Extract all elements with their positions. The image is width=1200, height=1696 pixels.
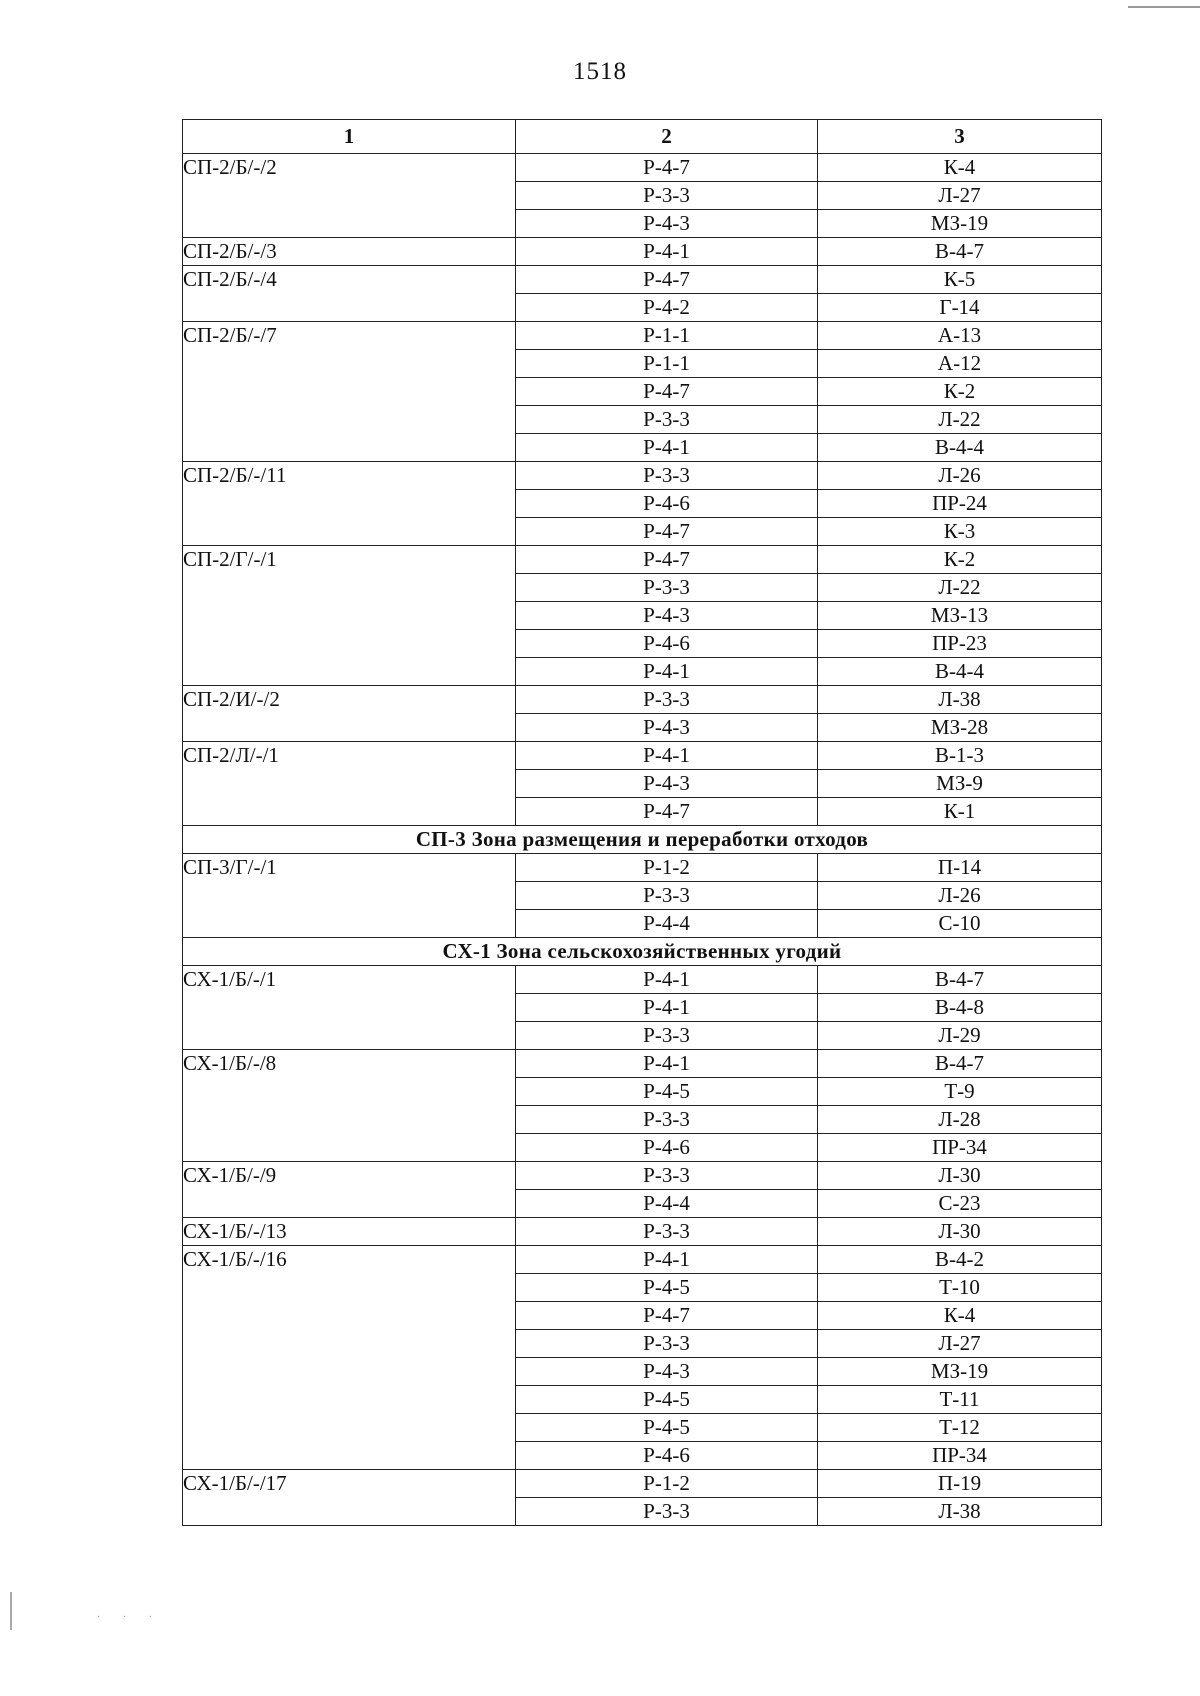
object-code-cell: Т-9	[818, 1078, 1102, 1106]
regulation-code-cell: Р-3-3	[516, 1498, 818, 1526]
zone-code-cell: СХ-1/Б/-/1	[183, 966, 516, 1050]
object-code-cell: МЗ-28	[818, 714, 1102, 742]
table-row	[183, 1162, 1102, 1190]
regulation-code-cell: Р-4-4	[516, 910, 818, 938]
object-code-cell: Т-12	[818, 1414, 1102, 1442]
object-code-cell: П-19	[818, 1470, 1102, 1498]
regulation-code-cell: Р-1-2	[516, 1470, 818, 1498]
column-header-2: 2	[516, 120, 818, 154]
regulation-code-cell: Р-3-3	[516, 1106, 818, 1134]
table-row	[183, 854, 1102, 882]
regulation-code-cell: Р-4-1	[516, 1050, 818, 1078]
object-code-cell: С-23	[818, 1190, 1102, 1218]
regulation-code-cell: Р-4-4	[516, 1190, 818, 1218]
object-code-cell: В-4-4	[818, 658, 1102, 686]
zone-code-cell: СП-2/Б/-/11	[183, 462, 516, 546]
scan-edge-mark	[10, 1592, 12, 1630]
object-code-cell: В-4-7	[818, 1050, 1102, 1078]
object-code-cell: Л-30	[818, 1218, 1102, 1246]
object-code-cell: К-5	[818, 266, 1102, 294]
regulation-code-cell: Р-3-3	[516, 1022, 818, 1050]
table-row	[183, 1246, 1102, 1274]
table-row	[183, 154, 1102, 182]
section-row	[183, 938, 1102, 966]
object-code-cell: С-10	[818, 910, 1102, 938]
object-code-cell: Л-38	[818, 686, 1102, 714]
regulation-code-cell: Р-4-1	[516, 1246, 818, 1274]
object-code-cell: Т-11	[818, 1386, 1102, 1414]
regulation-code-cell: Р-4-6	[516, 630, 818, 658]
object-code-cell: К-1	[818, 798, 1102, 826]
zone-code-cell: СП-2/И/-/2	[183, 686, 516, 742]
regulation-code-cell: Р-3-3	[516, 882, 818, 910]
object-code-cell: Л-26	[818, 462, 1102, 490]
object-code-cell: А-13	[818, 322, 1102, 350]
zone-code-cell: СП-2/Г/-/1	[183, 546, 516, 686]
object-code-cell: В-4-2	[818, 1246, 1102, 1274]
object-code-cell: К-2	[818, 546, 1102, 574]
zone-code-cell: СП-2/Л/-/1	[183, 742, 516, 826]
regulation-code-cell: Р-4-3	[516, 770, 818, 798]
object-code-cell: Л-27	[818, 182, 1102, 210]
regulation-code-cell: Р-3-3	[516, 1330, 818, 1358]
zone-code-cell: СХ-1/Б/-/16	[183, 1246, 516, 1470]
regulation-code-cell: Р-4-6	[516, 490, 818, 518]
table-row	[183, 238, 1102, 266]
table-row	[183, 546, 1102, 574]
regulation-code-cell: Р-4-7	[516, 546, 818, 574]
page-number: 1518	[573, 58, 627, 85]
regulation-code-cell: Р-3-3	[516, 1218, 818, 1246]
table-row	[183, 1050, 1102, 1078]
object-code-cell: В-4-4	[818, 434, 1102, 462]
regulation-code-cell: Р-4-3	[516, 714, 818, 742]
regulation-code-cell: Р-4-7	[516, 1302, 818, 1330]
regulation-code-cell: Р-4-5	[516, 1078, 818, 1106]
regulation-code-cell: Р-4-3	[516, 210, 818, 238]
scan-edge-rule	[1128, 6, 1200, 8]
regulation-code-cell: Р-4-1	[516, 658, 818, 686]
regulation-code-cell: Р-4-7	[516, 518, 818, 546]
regulation-code-cell: Р-1-1	[516, 322, 818, 350]
table-row	[183, 742, 1102, 770]
zone-code-cell: СХ-1/Б/-/17	[183, 1470, 516, 1526]
object-code-cell: ПР-34	[818, 1442, 1102, 1470]
zoning-table	[182, 119, 1102, 1526]
regulation-code-cell: Р-3-3	[516, 406, 818, 434]
object-code-cell: А-12	[818, 350, 1102, 378]
table-body	[183, 154, 1102, 1526]
object-code-cell: Л-29	[818, 1022, 1102, 1050]
object-code-cell: ПР-34	[818, 1134, 1102, 1162]
regulation-code-cell: Р-4-1	[516, 966, 818, 994]
object-code-cell: МЗ-13	[818, 602, 1102, 630]
object-code-cell: К-4	[818, 1302, 1102, 1330]
table-row	[183, 966, 1102, 994]
section-row	[183, 826, 1102, 854]
object-code-cell: В-1-3	[818, 742, 1102, 770]
section-title: СП-3 Зона размещения и переработки отходов	[183, 826, 1102, 854]
regulation-code-cell: Р-4-6	[516, 1442, 818, 1470]
regulation-code-cell: Р-4-7	[516, 798, 818, 826]
object-code-cell: МЗ-9	[818, 770, 1102, 798]
regulation-code-cell: Р-3-3	[516, 574, 818, 602]
object-code-cell: Г-14	[818, 294, 1102, 322]
column-header-3: 3	[818, 120, 1102, 154]
section-title: СХ-1 Зона сельскохозяйственных угодий	[183, 938, 1102, 966]
regulation-code-cell: Р-3-3	[516, 462, 818, 490]
table-header-row	[183, 120, 1102, 154]
regulation-code-cell: Р-4-1	[516, 434, 818, 462]
regulation-code-cell: Р-4-5	[516, 1274, 818, 1302]
regulation-code-cell: Р-4-1	[516, 994, 818, 1022]
zone-code-cell: СХ-1/Б/-/8	[183, 1050, 516, 1162]
object-code-cell: Л-28	[818, 1106, 1102, 1134]
regulation-code-cell: Р-3-3	[516, 686, 818, 714]
object-code-cell: В-4-8	[818, 994, 1102, 1022]
object-code-cell: МЗ-19	[818, 1358, 1102, 1386]
object-code-cell: Т-10	[818, 1274, 1102, 1302]
regulation-code-cell: Р-4-7	[516, 378, 818, 406]
regulation-code-cell: Р-4-1	[516, 742, 818, 770]
zone-code-cell: СП-3/Г/-/1	[183, 854, 516, 938]
table-row	[183, 1218, 1102, 1246]
object-code-cell: К-3	[818, 518, 1102, 546]
regulation-code-cell: Р-4-7	[516, 154, 818, 182]
object-code-cell: Л-30	[818, 1162, 1102, 1190]
table-row	[183, 266, 1102, 294]
regulation-code-cell: Р-4-2	[516, 294, 818, 322]
zone-code-cell: СП-2/Б/-/2	[183, 154, 516, 238]
regulation-code-cell: Р-4-3	[516, 602, 818, 630]
zone-code-cell: СП-2/Б/-/4	[183, 266, 516, 322]
object-code-cell: Л-22	[818, 574, 1102, 602]
zone-code-cell: СП-2/Б/-/3	[183, 238, 516, 266]
object-code-cell: Л-38	[818, 1498, 1102, 1526]
object-code-cell: Л-26	[818, 882, 1102, 910]
zone-code-cell: СХ-1/Б/-/13	[183, 1218, 516, 1246]
zone-code-cell: СХ-1/Б/-/9	[183, 1162, 516, 1218]
regulation-code-cell: Р-4-7	[516, 266, 818, 294]
object-code-cell: В-4-7	[818, 966, 1102, 994]
regulation-code-cell: Р-4-1	[516, 238, 818, 266]
regulation-code-cell: Р-1-2	[516, 854, 818, 882]
object-code-cell: ПР-24	[818, 490, 1102, 518]
column-header-1: 1	[183, 120, 516, 154]
zone-code-cell: СП-2/Б/-/7	[183, 322, 516, 462]
regulation-code-cell: Р-4-5	[516, 1414, 818, 1442]
object-code-cell: К-4	[818, 154, 1102, 182]
object-code-cell: Л-22	[818, 406, 1102, 434]
regulation-code-cell: Р-3-3	[516, 1162, 818, 1190]
table-row	[183, 1470, 1102, 1498]
object-code-cell: В-4-7	[818, 238, 1102, 266]
regulation-code-cell: Р-4-3	[516, 1358, 818, 1386]
object-code-cell: П-14	[818, 854, 1102, 882]
object-code-cell: Л-27	[818, 1330, 1102, 1358]
object-code-cell: К-2	[818, 378, 1102, 406]
table-row	[183, 322, 1102, 350]
regulation-code-cell: Р-4-5	[516, 1386, 818, 1414]
object-code-cell: ПР-23	[818, 630, 1102, 658]
table-row	[183, 462, 1102, 490]
object-code-cell: МЗ-19	[818, 210, 1102, 238]
table-row	[183, 686, 1102, 714]
scan-specks: · · ·	[97, 1612, 162, 1623]
regulation-code-cell: Р-4-6	[516, 1134, 818, 1162]
regulation-code-cell: Р-3-3	[516, 182, 818, 210]
regulation-code-cell: Р-1-1	[516, 350, 818, 378]
